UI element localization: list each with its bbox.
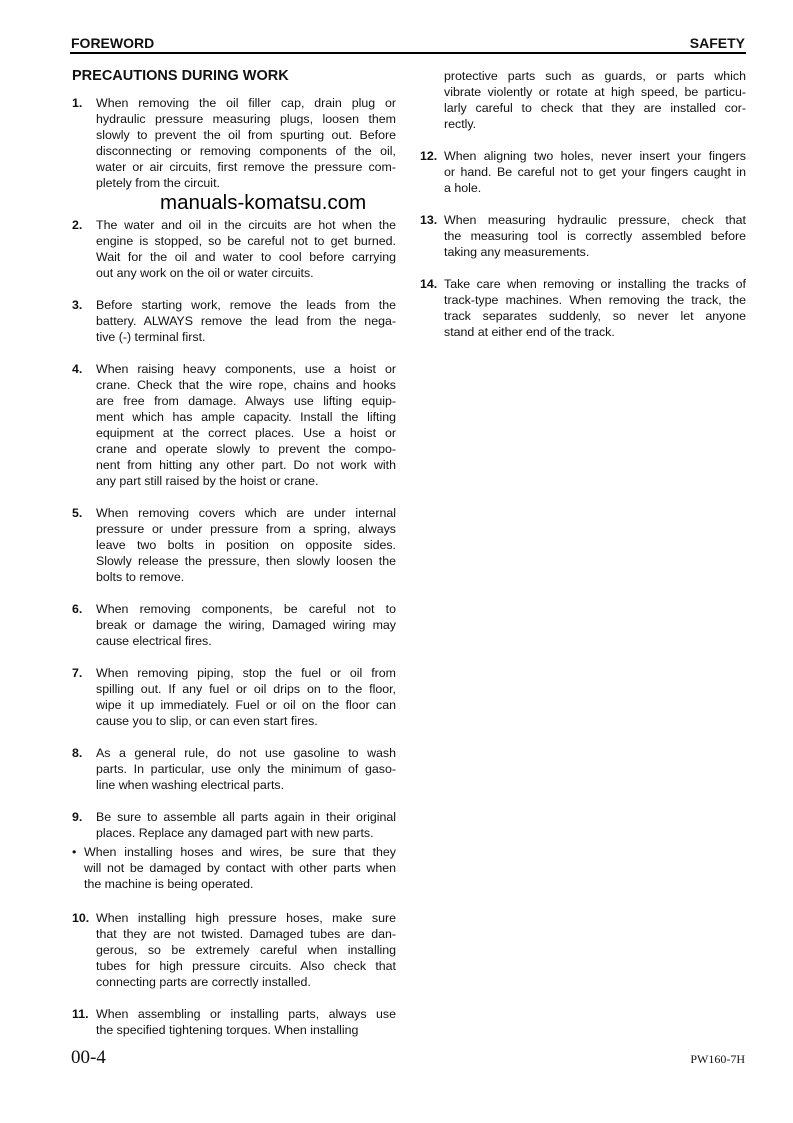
item-text-line: Slowly release the pressure, then slowly loosen the xyxy=(96,554,396,568)
item-text-line: When installing hoses and wires, be sure that they xyxy=(84,845,396,859)
item-text-line: the specified tightening torques. When installing xyxy=(96,1023,359,1037)
item-text-line: break or damage the wiring, Damaged wiring may xyxy=(96,618,396,632)
list-item xyxy=(72,217,396,281)
item-text-line: Be sure to assemble all parts again in their original xyxy=(96,810,396,824)
list-item xyxy=(72,601,396,649)
item-text-line: tubes for high pressure circuits. Also check that xyxy=(96,959,396,973)
item-text-line: cause you to slip, or can even start fires. xyxy=(96,714,318,728)
model-number: PW160-7H xyxy=(690,1052,745,1066)
item-text-line: Wait for the oil and water to cool before carrying xyxy=(96,250,396,264)
item-text-line: When removing piping, stop the fuel or oil from xyxy=(96,666,396,680)
list-item xyxy=(420,148,746,196)
item-text-line: rectly. xyxy=(444,117,477,131)
list-item xyxy=(72,95,396,191)
item-text-line: When raising heavy components, use a hoist or xyxy=(96,362,396,376)
item-number: 1. xyxy=(72,96,83,110)
item-number: 6. xyxy=(72,602,83,616)
item-text-line: bolts to remove. xyxy=(96,570,185,584)
right-column xyxy=(420,68,746,356)
item-text-line: stand at either end of the track. xyxy=(444,325,615,339)
item-text-line: taking any measurements. xyxy=(444,245,590,259)
list-item xyxy=(72,505,396,585)
item-number: 8. xyxy=(72,746,83,760)
item-text-line: wipe it up immediately. Fuel or oil on the floor can xyxy=(96,698,396,712)
item-number: 13. xyxy=(420,213,438,227)
section-title: PRECAUTIONS DURING WORK xyxy=(72,68,289,84)
item-number: 10. xyxy=(72,911,90,925)
item-text-line: track separates suddenly, so never let anyone xyxy=(444,309,746,323)
item-text-line: hydraulic pressure measuring plugs, loosen them xyxy=(96,112,396,126)
list-item xyxy=(72,297,396,345)
item-text-line: tive (-) terminal first. xyxy=(96,330,206,344)
item-text-line: When aligning two holes, never insert your fingers xyxy=(444,149,746,163)
item-text-line: any part still raised by the hoist or crane. xyxy=(96,474,319,488)
list-item xyxy=(72,361,396,489)
item-text-line: When installing high pressure hoses, make sure xyxy=(96,911,396,925)
item-text-line: pressure or under pressure from a spring, always xyxy=(96,522,396,536)
list-item xyxy=(72,745,396,793)
item-text-line: When removing components, be careful not to xyxy=(96,602,396,616)
item-text-line: the measuring tool is correctly assembled before xyxy=(444,229,746,243)
item-number: • xyxy=(72,845,77,859)
item-text-line: nent from hitting any other part. Do not work with xyxy=(96,458,396,472)
header-rule xyxy=(70,52,746,54)
item-text-line: Take care when removing or installing the tracks of xyxy=(444,277,746,291)
item-text-line: crane and operate slowly to prevent the compo- xyxy=(96,442,396,456)
list-item xyxy=(420,276,746,340)
item-number: 3. xyxy=(72,298,83,312)
item-text-line: When assembling or installing parts, always use xyxy=(96,1007,396,1021)
item-text-line: disconnecting or removing components of the oil, xyxy=(96,144,396,158)
item-number: 4. xyxy=(72,362,83,376)
item-number: 2. xyxy=(72,218,83,232)
item-text-line: larly careful to check that they are installed cor- xyxy=(444,101,746,115)
item-number: 11. xyxy=(72,1007,89,1021)
list-item xyxy=(72,809,396,841)
item-number: 5. xyxy=(72,506,83,520)
item-text-line: When removing the oil filler cap, drain plug or xyxy=(96,96,396,110)
item-text-line: cause electrical fires. xyxy=(96,634,212,648)
item-number: 9. xyxy=(72,810,83,824)
item-text-line: will not be damaged by contact with other parts when xyxy=(84,861,396,875)
item-number: 7. xyxy=(72,666,83,680)
item-text-line: that they are not twisted. Damaged tubes are dan- xyxy=(96,927,396,941)
item-text-line: engine is stopped, so be careful not to get burned. xyxy=(96,234,396,248)
item-text-line: places. Replace any damaged part with new parts. xyxy=(96,826,374,840)
item-text-line: parts. In particular, use only the minimum of gaso- xyxy=(96,762,396,776)
item-text-line: gerous, so be extremely careful when installing xyxy=(96,943,396,957)
list-item xyxy=(72,1006,396,1038)
item-text-line: connecting parts are correctly installed. xyxy=(96,975,311,989)
item-text-line: protective parts such as guards, or parts which xyxy=(444,69,746,83)
item-text-line: pletely from the circuit. xyxy=(96,176,220,190)
item-text-line: Before starting work, remove the leads from the xyxy=(96,298,396,312)
item-text-line: As a general rule, do not use gasoline to wash xyxy=(96,746,396,760)
item-text-line: When removing covers which are under internal xyxy=(96,506,396,520)
item-text-line: battery. ALWAYS remove the lead from the nega- xyxy=(96,314,396,328)
item-text-line: line when washing electrical parts. xyxy=(96,778,285,792)
item-text-line: vibrate violently or rotate at high speed, be particu- xyxy=(444,85,746,99)
item-text-line: spilling out. If any fuel or oil drips on to the floor, xyxy=(96,682,396,696)
item-text-line: the machine is being operated. xyxy=(84,877,254,891)
item-text-line: ment which has ample capacity. Install the lifting xyxy=(96,410,396,424)
page-number: 00-4 xyxy=(71,1047,106,1068)
watermark: manuals-komatsu.com xyxy=(160,191,367,214)
item-number: 14. xyxy=(420,277,438,291)
header-section-safety: SAFETY xyxy=(689,35,745,51)
item-text-line: a hole. xyxy=(444,181,482,195)
item-text-line: water or air circuits, first remove the pressure com- xyxy=(96,160,396,174)
item-text-line: crane. Check that the wire rope, chains and hooks xyxy=(96,378,396,392)
list-item xyxy=(420,68,746,132)
list-item xyxy=(420,212,746,260)
item-text-line: equipment at the correct places. Use a hoist or xyxy=(96,426,396,440)
list-item xyxy=(72,844,396,892)
item-text-line: leave two bolts in position on opposite sides. xyxy=(96,538,396,552)
item-number: 12. xyxy=(420,149,438,163)
item-text-line: track-type machines. When removing the track, the xyxy=(444,293,746,307)
item-text-line: or hand. Be careful not to get your fingers caught in xyxy=(444,165,746,179)
item-text-line: are free from damage. Always use lifting equip- xyxy=(96,394,396,408)
list-item xyxy=(72,910,396,990)
item-text-line: When measuring hydraulic pressure, check that xyxy=(444,213,746,227)
item-text-line: slowly to prevent the oil from spurting out. Before xyxy=(96,128,396,142)
list-item xyxy=(72,665,396,729)
left-column xyxy=(72,95,396,1054)
header-section-foreword: FOREWORD xyxy=(71,35,155,51)
item-text-line: out any work on the oil or water circuits. xyxy=(96,266,314,280)
item-text-line: The water and oil in the circuits are hot when the xyxy=(96,218,396,232)
